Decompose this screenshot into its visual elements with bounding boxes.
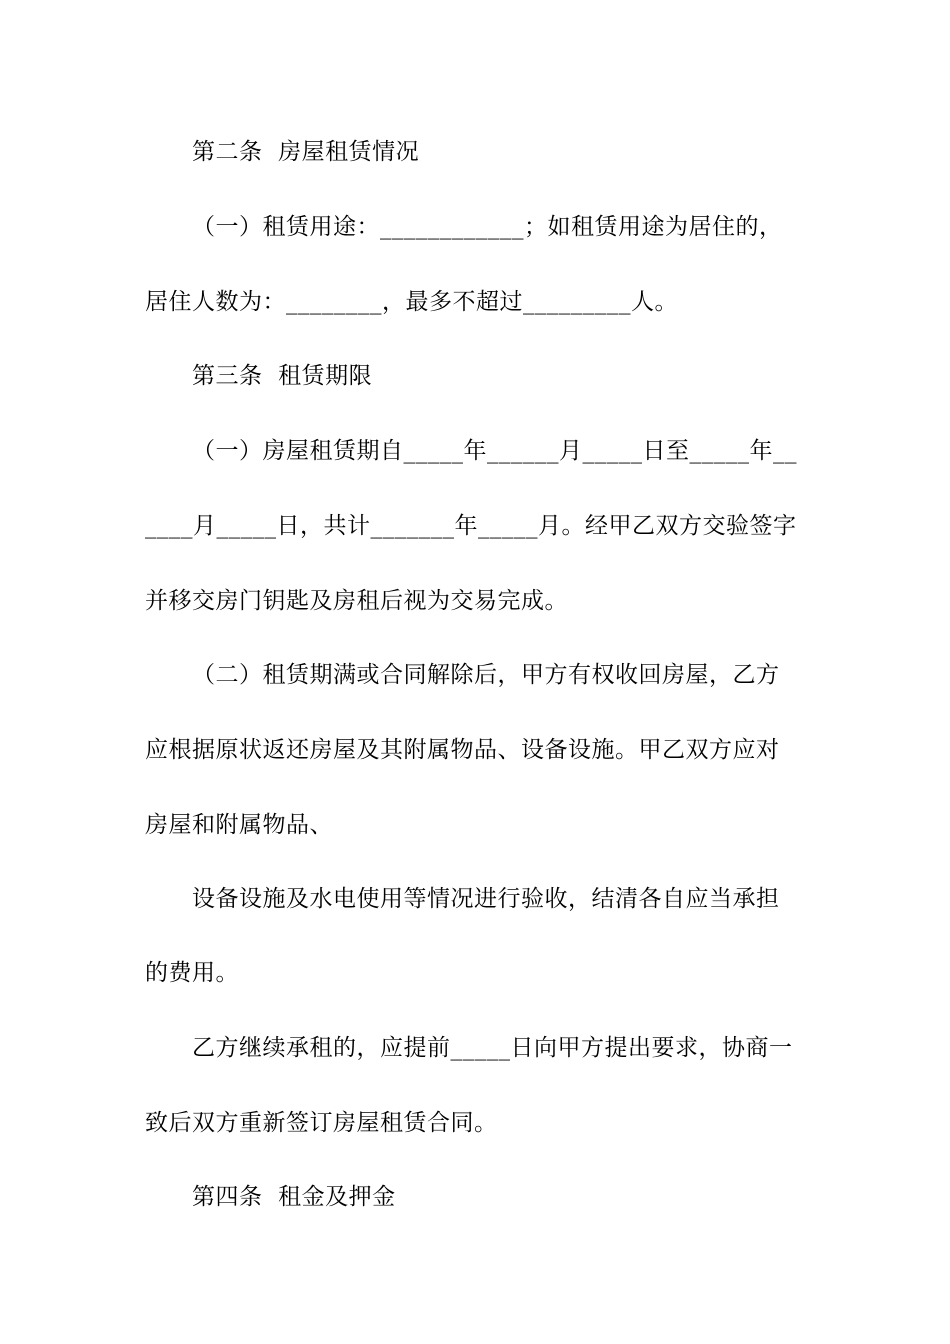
paragraph-line <box>0 1028 950 1068</box>
article-3-heading-text: 第三条 租赁期限 <box>192 363 373 389</box>
article-3-heading <box>0 356 950 396</box>
clause-3-2-line-4: 设备设施及水电使用等情况进行验收，结清各自应当承担 <box>192 886 780 912</box>
paragraph-line <box>0 506 950 546</box>
clause-3-1-line-2: ____月_____日，共计_______年_____月。经甲乙双方交验签字 <box>145 513 797 539</box>
clause-3-2-line-5: 的费用。 <box>145 960 239 986</box>
paragraph-line <box>0 207 950 247</box>
paragraph-line <box>0 953 950 993</box>
clause-2-1-line-2: 居住人数为：________，最多不超过_________人。 <box>145 289 678 315</box>
paragraph-line <box>0 655 950 695</box>
clause-3-2-line-2: 应根据原状返还房屋及其附属物品、设备设施。甲乙双方应对 <box>145 737 780 763</box>
clause-3-2-line-3: 房屋和附属物品、 <box>145 812 333 838</box>
clause-3-3-line-2: 致后双方重新签订房屋租赁合同。 <box>145 1110 498 1136</box>
paragraph-line <box>0 282 950 322</box>
paragraph-line <box>0 1103 950 1143</box>
article-2-heading <box>0 132 950 172</box>
paragraph-line <box>0 879 950 919</box>
clause-3-3-line-1: 乙方继续承租的，应提前_____日向甲方提出要求，协商一 <box>192 1035 793 1061</box>
paragraph-line <box>0 431 950 471</box>
clause-2-1-line-1: （一）租赁用途：____________；如租赁用途为居住的， <box>192 214 783 240</box>
clause-3-1-line-1: （一）房屋租赁期自_____年______月_____日至_____年__ <box>192 438 797 464</box>
article-2-heading-text: 第二条 房屋租赁情况 <box>192 139 420 165</box>
paragraph-line <box>0 805 950 845</box>
paragraph-line <box>0 730 950 770</box>
clause-3-1-line-3: 并移交房门钥匙及房租后视为交易完成。 <box>145 588 568 614</box>
clause-3-2-line-1: （二）租赁期满或合同解除后，甲方有权收回房屋，乙方 <box>192 662 780 688</box>
article-4-heading <box>0 1177 950 1217</box>
paragraph-line <box>0 581 950 621</box>
article-4-heading-text: 第四条 租金及押金 <box>192 1184 396 1210</box>
